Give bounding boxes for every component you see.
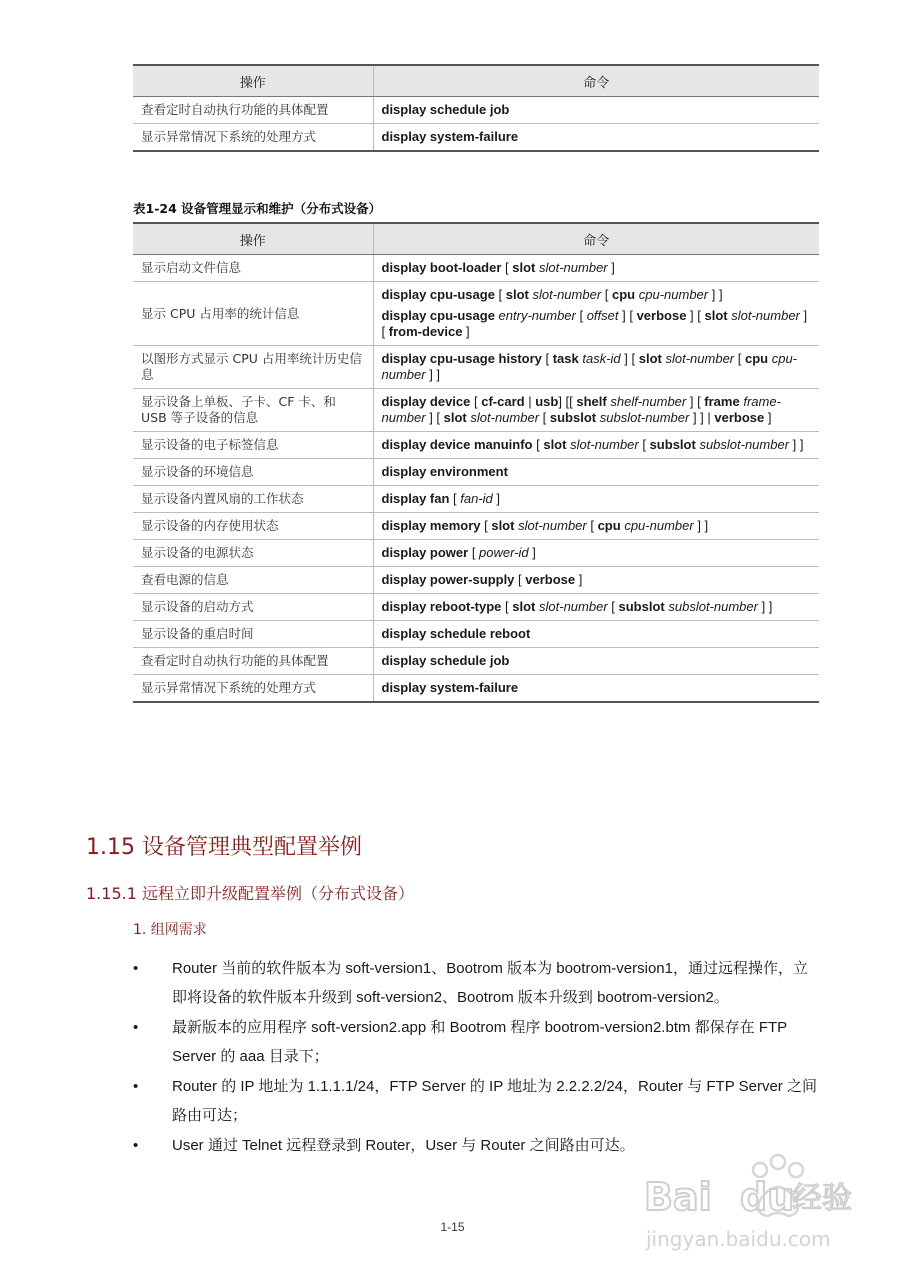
command-keyword: slot	[491, 518, 515, 533]
command-syntax: [	[532, 437, 544, 452]
command-keyword: slot	[505, 287, 529, 302]
command-syntax: [	[607, 599, 619, 614]
operation-cell: 显示 CPU 占用率的统计信息	[133, 282, 373, 346]
command-line	[382, 308, 812, 340]
subsection-heading: 1.15.1 远程立即升级配置举例（分布式设备）	[86, 884, 414, 903]
operation-cell: 查看定时自动执行功能的具体配置	[133, 97, 373, 124]
command-argument: slot-number	[570, 437, 639, 452]
command-line	[382, 626, 812, 642]
command-syntax: [	[494, 287, 506, 302]
command-syntax: ] [	[425, 410, 444, 425]
operation-cell: 显示异常情况下系统的处理方式	[133, 124, 373, 152]
command-syntax: [	[734, 351, 745, 366]
operation-cell: 显示启动文件信息	[133, 255, 373, 282]
command-argument: slot-number	[532, 287, 602, 302]
command-syntax: ]	[607, 260, 615, 275]
command-argument: cpu-number	[638, 287, 709, 302]
command-argument: frame-number	[381, 394, 781, 425]
table-row	[133, 124, 819, 152]
command-line	[382, 572, 812, 588]
table-row	[133, 432, 819, 459]
table-row	[133, 675, 819, 703]
command-syntax: [	[541, 351, 553, 366]
command-line	[382, 351, 812, 383]
list-item	[133, 1013, 819, 1071]
command-keyword: from-device	[388, 324, 463, 339]
list-item	[133, 954, 819, 1012]
list-item	[133, 1072, 819, 1130]
bullet-icon: •	[133, 1078, 139, 1095]
command-syntax: [	[470, 394, 482, 409]
table-row	[133, 621, 819, 648]
command-keyword: task	[552, 351, 579, 366]
header-operation: 操作	[133, 65, 373, 97]
command-line	[382, 394, 812, 426]
command-keyword: display device manuinfo	[381, 437, 533, 452]
command-line	[382, 491, 812, 507]
command-keyword: cf-card	[481, 394, 525, 409]
command-syntax: ]	[462, 324, 470, 339]
command-keyword: display power-supply	[381, 572, 515, 587]
header-command: 命令	[373, 65, 819, 97]
command-argument: offset	[586, 308, 619, 323]
operation-cell: 显示设备上单板、子卡、CF 卡、和 USB 等子设备的信息	[133, 389, 373, 432]
command-syntax: ]	[492, 491, 501, 506]
command-syntax: [	[501, 599, 513, 614]
command-argument: cpu-number	[381, 351, 798, 382]
table-row	[133, 97, 819, 124]
command-syntax: [	[539, 410, 550, 425]
command-keyword: display cpu-usage	[381, 287, 495, 302]
command-syntax: [	[575, 308, 587, 323]
list-item-text: User 通过 Telnet 远程登录到 Router，User 与 Router 之间路由可达。	[172, 1137, 635, 1154]
command-syntax: ] [	[686, 308, 705, 323]
command-argument: shelf-number	[610, 394, 687, 409]
command-argument: task-id	[582, 351, 621, 366]
command-syntax: |	[524, 394, 536, 409]
bullet-icon: •	[133, 1019, 139, 1036]
command-syntax: ] ]	[757, 599, 773, 614]
command-syntax: [	[449, 491, 461, 506]
command-cell	[373, 567, 819, 594]
command-line	[382, 653, 812, 669]
command-cell	[373, 459, 819, 486]
command-keyword: display schedule job	[381, 102, 510, 117]
list-item-text: Router 当前的软件版本为 soft-version1、Bootrom 版本为 bootrom-version1，通过远程操作，立即将设备的软件版本升级到 soft-version2、Bootrom 版本升级到 bootrom-version2。	[172, 960, 808, 1006]
command-cell	[373, 255, 819, 282]
command-keyword: frame	[704, 394, 740, 409]
command-syntax: [	[601, 287, 612, 302]
command-keyword: subslot	[549, 410, 597, 425]
list-item-text: Router 的 IP 地址为 1.1.1.1/24，FTP Server 的 IP 地址为 2.2.2.2/24，Router 与 FTP Server 之间路由可达；	[172, 1078, 817, 1124]
command-argument: cpu-number	[624, 518, 694, 533]
command-keyword: display cpu-usage	[381, 308, 495, 323]
table-row	[133, 459, 819, 486]
requirement-list	[133, 954, 819, 1161]
command-cell	[373, 540, 819, 567]
command-line	[382, 102, 812, 118]
command-cell	[373, 675, 819, 703]
table-row	[133, 513, 819, 540]
operation-cell: 显示设备的电子标签信息	[133, 432, 373, 459]
command-syntax: [	[514, 572, 526, 587]
command-keyword: subslot	[649, 437, 696, 452]
command-line	[382, 680, 812, 696]
operation-cell: 显示设备的内存使用状态	[133, 513, 373, 540]
table-row	[133, 567, 819, 594]
command-line	[382, 464, 812, 480]
table-row	[133, 648, 819, 675]
operation-cell: 查看定时自动执行功能的具体配置	[133, 648, 373, 675]
table-row	[133, 282, 819, 346]
operation-cell: 显示设备的环境信息	[133, 459, 373, 486]
page-number: 1-15	[440, 1220, 465, 1234]
operation-cell: 显示设备的电源状态	[133, 540, 373, 567]
command-keyword: display system-failure	[381, 680, 519, 695]
command-cell	[373, 389, 819, 432]
table-row	[133, 486, 819, 513]
command-keyword: display boot-loader	[381, 260, 502, 275]
command-keyword: slot	[638, 351, 662, 366]
command-syntax: ] ]	[708, 287, 723, 302]
command-cell	[373, 594, 819, 621]
command-syntax: ] [	[686, 394, 705, 409]
command-argument: slot-number	[539, 599, 608, 614]
command-keyword: slot	[512, 599, 536, 614]
command-line	[382, 545, 812, 561]
operation-cell: 显示异常情况下系统的处理方式	[133, 675, 373, 703]
command-syntax: ] ] |	[689, 410, 715, 425]
command-cell	[373, 282, 819, 346]
command-keyword: display device	[381, 394, 471, 409]
command-keyword: display schedule job	[381, 653, 510, 668]
command-keyword: display power	[381, 545, 469, 560]
command-keyword: display fan	[381, 491, 450, 506]
command-cell	[373, 486, 819, 513]
command-argument: slot-number	[539, 260, 608, 275]
command-argument: slot-number	[470, 410, 540, 425]
operation-cell: 显示设备的重启时间	[133, 621, 373, 648]
command-keyword: display cpu-usage history	[381, 351, 542, 366]
command-argument: slot-number	[665, 351, 735, 366]
operation-cell: 显示设备内置风扇的工作状态	[133, 486, 373, 513]
svg-text:jingyan.baidu.com: jingyan.baidu.com	[646, 1227, 831, 1251]
command-line	[382, 129, 812, 145]
command-syntax: [	[638, 437, 650, 452]
command-keyword: slot	[543, 437, 567, 452]
command-keyword: slot	[704, 308, 728, 323]
table-row	[133, 540, 819, 567]
svg-text:经验: 经验	[792, 1181, 852, 1216]
command-keyword: subslot	[618, 599, 665, 614]
table-caption: 表1-24 设备管理显示和维护（分布式设备）	[133, 201, 382, 216]
table-continued	[133, 64, 819, 152]
command-line	[382, 599, 812, 615]
svg-text:du: du	[740, 1175, 795, 1219]
operation-cell: 显示设备的启动方式	[133, 594, 373, 621]
svg-text:Bai: Bai	[644, 1175, 712, 1219]
command-keyword: shelf	[576, 394, 607, 409]
command-syntax: [	[480, 518, 492, 533]
header-operation: 操作	[133, 223, 373, 255]
table-row	[133, 594, 819, 621]
bullet-icon: •	[133, 1137, 139, 1154]
command-keyword: verbose	[714, 410, 765, 425]
command-keyword: display memory	[381, 518, 481, 533]
command-argument: subslot-number	[599, 410, 690, 425]
command-line	[382, 518, 812, 534]
command-keyword: display environment	[381, 464, 508, 479]
command-syntax: ] [	[618, 308, 637, 323]
command-syntax: ] ]	[425, 367, 441, 382]
command-keyword: usb	[535, 394, 559, 409]
command-syntax: ]	[528, 545, 536, 560]
command-syntax: ]	[575, 572, 583, 587]
command-syntax: ] ]	[789, 437, 804, 452]
bullet-icon: •	[133, 960, 139, 977]
command-cell	[373, 513, 819, 540]
command-keyword: cpu	[744, 351, 769, 366]
command-keyword: cpu	[597, 518, 621, 533]
command-line	[382, 260, 812, 276]
command-cell	[373, 346, 819, 389]
command-cell	[373, 97, 819, 124]
command-cell	[373, 432, 819, 459]
command-syntax: [	[468, 545, 480, 560]
section-heading: 1.15 设备管理典型配置举例	[86, 835, 362, 860]
command-keyword: slot	[443, 410, 467, 425]
baidu-jingyan-watermark-icon	[640, 1148, 860, 1258]
command-argument: subslot-number	[668, 599, 758, 614]
command-argument: subslot-number	[699, 437, 790, 452]
command-argument: slot-number	[518, 518, 587, 533]
command-keyword: display schedule reboot	[381, 626, 531, 641]
command-syntax: ] [[	[558, 394, 577, 409]
table-row	[133, 346, 819, 389]
command-syntax: [	[586, 518, 598, 533]
operation-cell: 查看电源的信息	[133, 567, 373, 594]
command-argument: slot-number	[731, 308, 800, 323]
command-cell	[373, 648, 819, 675]
sub-subsection-heading: 1. 组网需求	[133, 922, 207, 938]
header-command: 命令	[373, 223, 819, 255]
command-keyword: verbose	[636, 308, 687, 323]
operation-cell: 以图形方式显示 CPU 占用率统计历史信息	[133, 346, 373, 389]
command-keyword: display system-failure	[381, 129, 519, 144]
list-item-text: 最新版本的应用程序 soft-version2.app 和 Bootrom 程序 bootrom-version2.btm 都保存在 FTP Server 的 aaa 目录下；	[172, 1019, 787, 1065]
command-argument: entry-number	[498, 308, 576, 323]
command-syntax: ] [	[381, 308, 808, 339]
command-keyword: cpu	[612, 287, 636, 302]
command-line	[382, 437, 812, 453]
table-1-24	[133, 222, 819, 703]
command-cell	[373, 621, 819, 648]
command-keyword: slot	[512, 260, 536, 275]
command-cell	[373, 124, 819, 152]
command-argument: power-id	[479, 545, 529, 560]
command-line	[382, 287, 812, 303]
command-syntax: ] [	[620, 351, 639, 366]
command-keyword: verbose	[525, 572, 576, 587]
table-row	[133, 255, 819, 282]
command-keyword: display reboot-type	[381, 599, 502, 614]
table-row	[133, 389, 819, 432]
command-syntax: ]	[764, 410, 772, 425]
command-syntax: [	[501, 260, 513, 275]
command-argument: fan-id	[460, 491, 493, 506]
command-syntax: ] ]	[693, 518, 709, 533]
